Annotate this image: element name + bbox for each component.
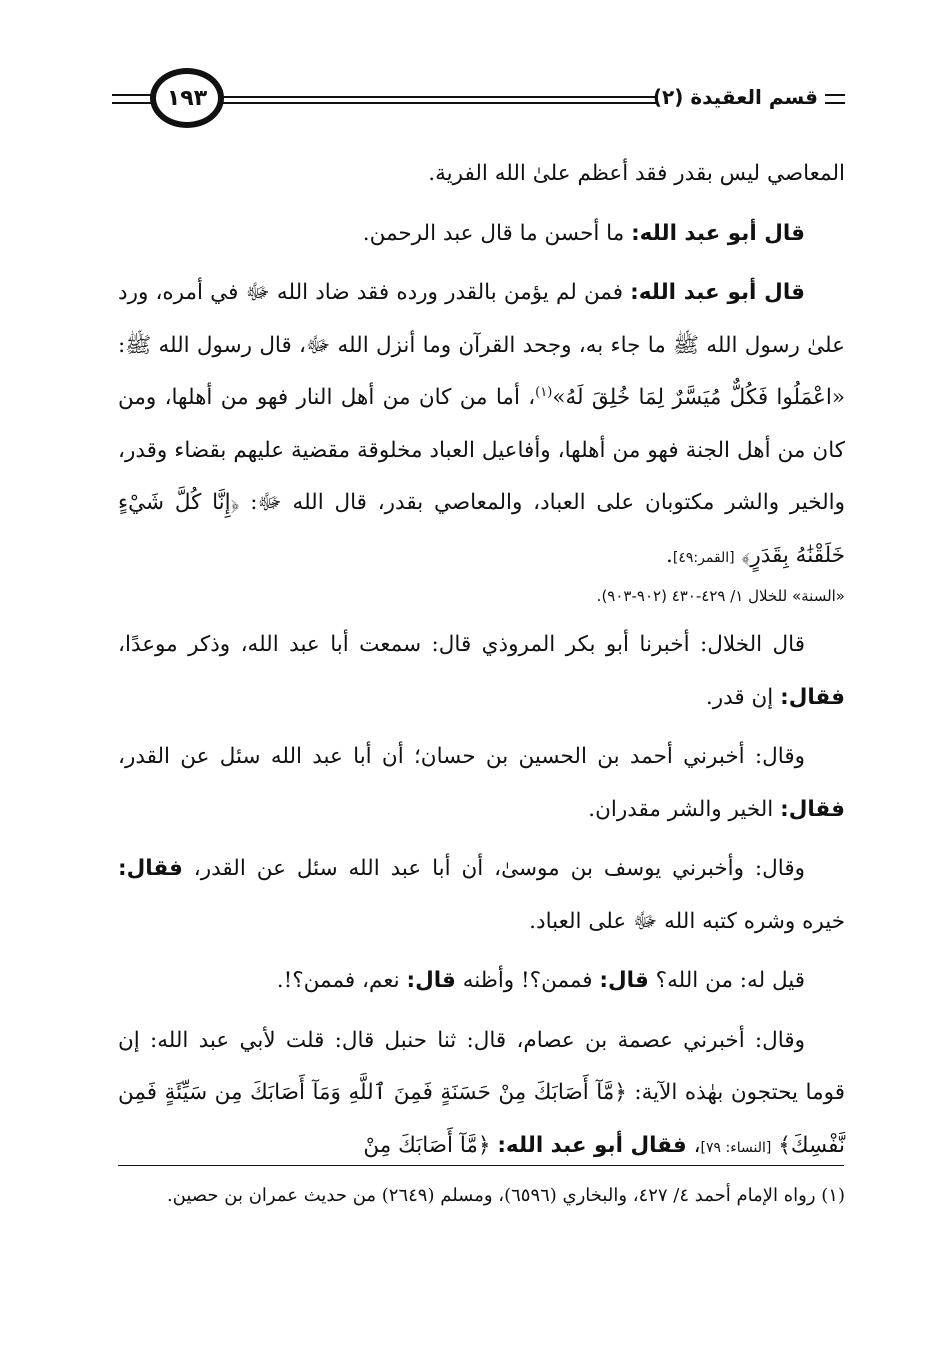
paragraph — [118, 1015, 845, 1175]
paragraph-text: خيره وشره كتبه الله ﷻ على العباد. — [529, 908, 845, 934]
footnotes — [118, 1178, 845, 1214]
paragraph-text: فممن؟! وأظنه — [455, 968, 600, 993]
speaker-label: فقال أبو عبد الله: — [497, 1132, 687, 1158]
paragraph-text: وقال: أخبرني أحمد بن الحسين بن حسان؛ أن أبا عبد الله سئل عن القدر، — [118, 744, 805, 769]
paragraph — [118, 843, 845, 948]
footnote-separator — [118, 1165, 844, 1166]
footnote: (١) رواه الإمام أحمد ٤/ ٤٢٧، والبخاري (٦٥٩٦)، ومسلم (٢٦٤٩) من حديث عمران بن حصين. — [166, 1185, 845, 1206]
paragraph-text: وقال: وأخبرني يوسف بن موسىٰ، أن أبا عبد الله سئل عن القدر، — [182, 856, 805, 881]
running-head: قسم العقيدة (٢) — [652, 85, 818, 109]
speaker-label: قال: — [406, 968, 456, 993]
header-rule-right — [825, 94, 845, 96]
quran-reference: [النساء: ٧٩] — [700, 1139, 772, 1156]
source-citation — [118, 581, 845, 611]
paragraph-text: الخير والشر مقدران. — [588, 796, 781, 822]
paragraph — [118, 731, 845, 836]
header-rule-right-lower — [825, 102, 845, 104]
header-rule-middle-lower — [222, 102, 658, 104]
citation-text: «السنة» للخلال ١/ ٤٢٩-٤٣٠ (٩٠٢-٩٠٣). — [596, 587, 845, 605]
header-rule-middle — [222, 96, 658, 98]
paragraph-text: المعاصي ليس بقدر فقد أعظم علىٰ الله الفرية. — [428, 161, 845, 186]
speaker-label: قال أبو عبد الله: — [630, 280, 805, 305]
paragraph-text: ، أما من كان من أهل النار فهو من أهلها، ومن كان من أهل الجنة فهو من أهلها، وأفاعيل العباد مخلوقة مقضية عليهم بقضاء وقدر، والخير والشر مكتوبان على العباد، والمعاصي بقدر، قال الله ﷻ: ﴿إِنَّا كُلَّ شَيْءٍ خَلَقْنَٰهُ بِقَدَرٍ﴾ — [118, 385, 845, 568]
speaker-label: قال أبو عبد الله: — [631, 220, 805, 246]
paragraph-text: وقال: أخبرني عصمة بن عصام، قال: ثنا حنبل قال: قلت لأبي عبد الله: إن قوما يحتجون بهٰذه الآية: ﴿مَّآ أَصَابَكَ مِنْ حَسَنَةٍ فَمِنَ ٱللَّهِ وَمَآ أَصَابَكَ مِن سَيِّئَةٍ فَمِن نَّفْسِكَ﴾ — [118, 1027, 845, 1158]
paragraph-text: ما أحسن ما قال عبد الرحمن. — [362, 220, 632, 246]
body-text — [118, 148, 845, 1181]
paragraph — [118, 267, 845, 584]
paragraph-text: قيل له: من الله؟ — [648, 968, 805, 993]
paragraph-text: ﴿مَّآ أَصَابَكَ مِنْ — [363, 1132, 498, 1158]
paragraph-text: ، — [686, 1132, 701, 1158]
speaker-label: قال: — [599, 968, 649, 993]
speaker-label: فقال: — [780, 796, 845, 822]
footnote-marker: (١) — [535, 384, 553, 400]
paragraph-text: إن قدر. — [705, 684, 781, 710]
paragraph-text: . — [666, 542, 673, 568]
paragraph-text: نعم، فممن؟!. — [276, 968, 407, 993]
paragraph-text: فمن لم يؤمن بالقدر ورده فقد ضاد الله ﷻ في أمره، ورد علىٰ رسول الله ﷺ ما جاء به، وجحد القرآن وما أنزل الله ﷻ، قال رسول الله ﷺ: «اعْمَلُوا فَكُلٌّ مُيَسَّرٌ لِمَا خُلِقَ لَهُ» — [118, 280, 845, 410]
paragraph — [118, 619, 845, 724]
paragraph — [118, 208, 845, 261]
speaker-label: فقال: — [118, 856, 183, 881]
page-number: ١٩٣ — [150, 68, 224, 128]
speaker-label: فقال: — [780, 684, 845, 710]
quran-reference: [القمر:٤٩] — [672, 549, 735, 566]
paragraph — [118, 148, 845, 201]
paragraph-text: قال الخلال: أخبرنا أبو بكر المروذي قال: سمعت أبا عبد الله، وذكر موعدًا، — [118, 632, 805, 657]
paragraph — [118, 955, 845, 1008]
